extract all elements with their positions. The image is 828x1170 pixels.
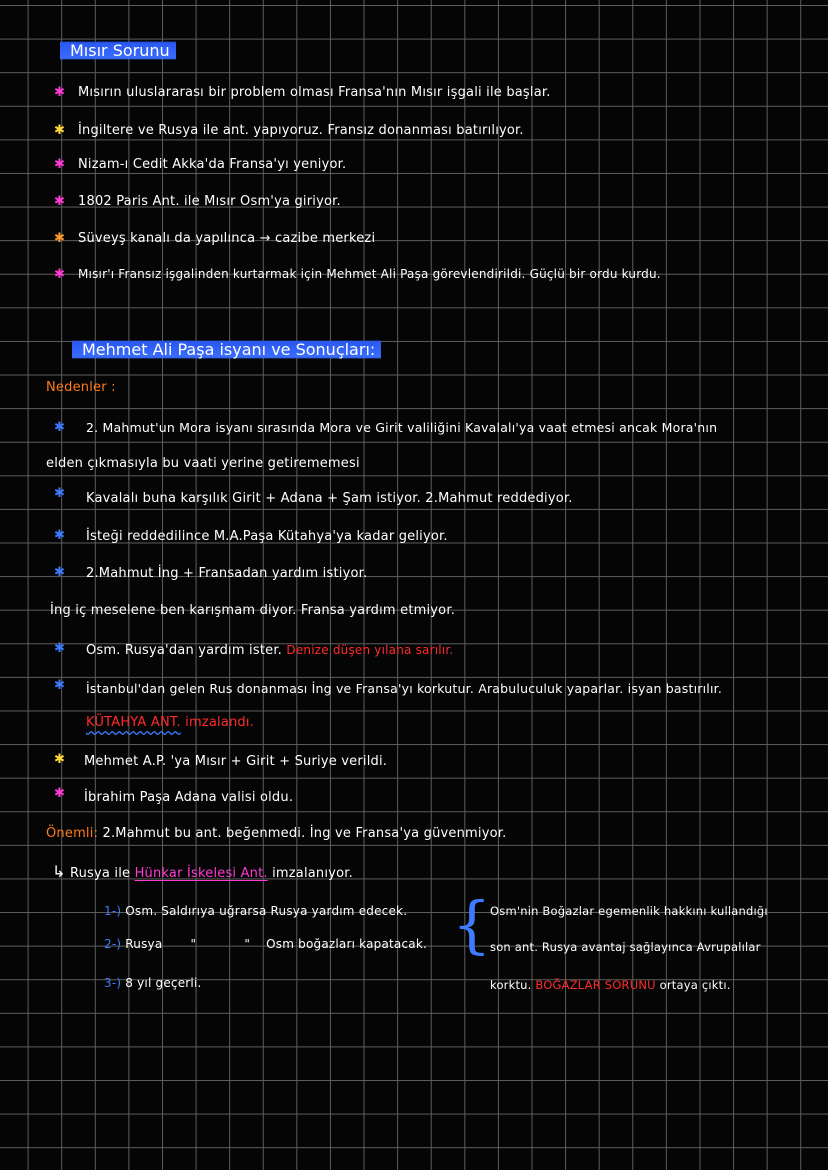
hunkar-label: Hünkar İskelesi Ant.: [134, 866, 268, 881]
page-title: Mısır Sorunu: [60, 41, 176, 60]
right-note: son ant. Rusya avantaj sağlayınca Avrupalılar: [490, 940, 761, 954]
article-item: [104, 976, 202, 990]
kutahya-rest: imzalandı.: [185, 715, 255, 730]
kutahya-label: KÜTAHYA ANT.: [86, 715, 181, 730]
article-number: 3-): [104, 976, 122, 990]
reason-item: İsteği reddedilince M.A.Paşa Kütahya'ya kadar geliyor.: [86, 529, 448, 544]
star-bullet-icon: ✱: [54, 420, 65, 435]
star-bullet-icon: ✱: [54, 231, 65, 246]
list-item: 1802 Paris Ant. ile Mısır Osm'ya giriyor.: [78, 194, 341, 209]
istanbul-line: İstanbul'dan gelen Rus donanması İng ve Fransa'yı korkutur. Arabuluculuk yaparlar. isyan bastırılır.: [86, 681, 722, 696]
list-item: Mısır'ı Fransız işgalinden kurtarmak için Mehmet Ali Paşa görevlendirildi. Güçlü bir ordu kurdu.: [78, 267, 661, 281]
article-text: 8 yıl geçerli.: [125, 976, 202, 990]
ing-line: İng iç meselene ben karışmam diyor. Fransa yardım etmiyor.: [50, 603, 456, 618]
reason-item: Kavalalı buna karşılık Girit + Adana + Şam istiyor. 2.Mahmut reddediyor.: [86, 491, 573, 506]
star-bullet-icon: ✱: [54, 528, 65, 543]
star-bullet-icon: ✱: [54, 123, 65, 138]
article-text: Rusya " " Osm boğazları kapatacak.: [125, 937, 427, 951]
reason-item: 2.Mahmut İng + Fransadan yardım istiyor.: [86, 566, 368, 581]
article-number: 1-): [104, 904, 122, 918]
right-note: Osm'nin Boğazlar egemenlik hakkını kullandığı: [490, 904, 768, 918]
arrow-icon: ↳: [52, 862, 66, 881]
list-item: Süveyş kanalı da yapılınca → cazibe merkezi: [78, 231, 376, 246]
right-note: [490, 978, 731, 992]
star-bullet-icon: ✱: [54, 157, 65, 172]
hunkar-line: [52, 862, 353, 881]
onemli-label: Önemli:: [46, 826, 99, 841]
imzalaniyor: imzalanıyor.: [272, 866, 353, 881]
rusya-ile: Rusya ile: [69, 866, 131, 881]
star-bullet-icon: ✱: [54, 565, 65, 580]
article-item: [104, 904, 407, 918]
reason-continuation: elden çıkmasıyla bu vaati yerine getirememesi: [46, 456, 360, 471]
reason-item: 2. Mahmut'un Mora isyanı sırasında Mora ve Girit valiliğini Kavalalı'ya vaat etmesi ancak Mora'nın: [86, 420, 718, 435]
result-item: İbrahim Paşa Adana valisi oldu.: [84, 790, 294, 805]
curly-brace-icon: {: [452, 888, 492, 961]
star-bullet-icon: ✱: [54, 752, 65, 767]
list-item: İngiltere ve Rusya ile ant. yapıyoruz. Fransız donanması batırılıyor.: [78, 123, 524, 138]
onemli-line: [46, 826, 506, 841]
list-item: Nizam-ı Cedit Akka'da Fransa'yı yeniyor.: [78, 157, 347, 172]
list-item: Mısırın uluslararası bir problem olması Fransa'nın Mısır işgali ile başlar.: [78, 85, 551, 100]
star-bullet-icon: ✱: [54, 678, 65, 693]
right-note-b: ortaya çıktı.: [659, 978, 731, 992]
star-bullet-icon: ✱: [54, 194, 65, 209]
result-item: Mehmet A.P. 'ya Mısır + Girit + Suriye verildi.: [84, 754, 388, 769]
bogazlar-label: BOĞAZLAR SORUNU: [535, 978, 656, 992]
article-item: [104, 937, 427, 951]
article-number: 2-): [104, 937, 122, 951]
nedenler-label: Nedenler :: [46, 380, 116, 395]
rusya-text: Osm. Rusya'dan yardım ister.: [86, 643, 283, 658]
section-heading: Mehmet Ali Paşa isyanı ve Sonuçları:: [72, 340, 381, 359]
right-note-a: korktu.: [490, 978, 532, 992]
star-bullet-icon: ✱: [54, 641, 65, 656]
star-bullet-icon: ✱: [54, 486, 65, 501]
proverb-text: Denize düşen yılana sarılır.: [286, 643, 454, 657]
star-bullet-icon: ✱: [54, 267, 65, 282]
star-bullet-icon: ✱: [54, 85, 65, 100]
rusya-line: [86, 643, 453, 658]
kutahya-line: [86, 715, 254, 730]
article-text: Osm. Saldırıya uğrarsa Rusya yardım edecek.: [125, 904, 408, 918]
star-bullet-icon: ✱: [54, 786, 65, 801]
onemli-text: 2.Mahmut bu ant. beğenmedi. İng ve Fransa'ya güvenmiyor.: [102, 826, 507, 841]
